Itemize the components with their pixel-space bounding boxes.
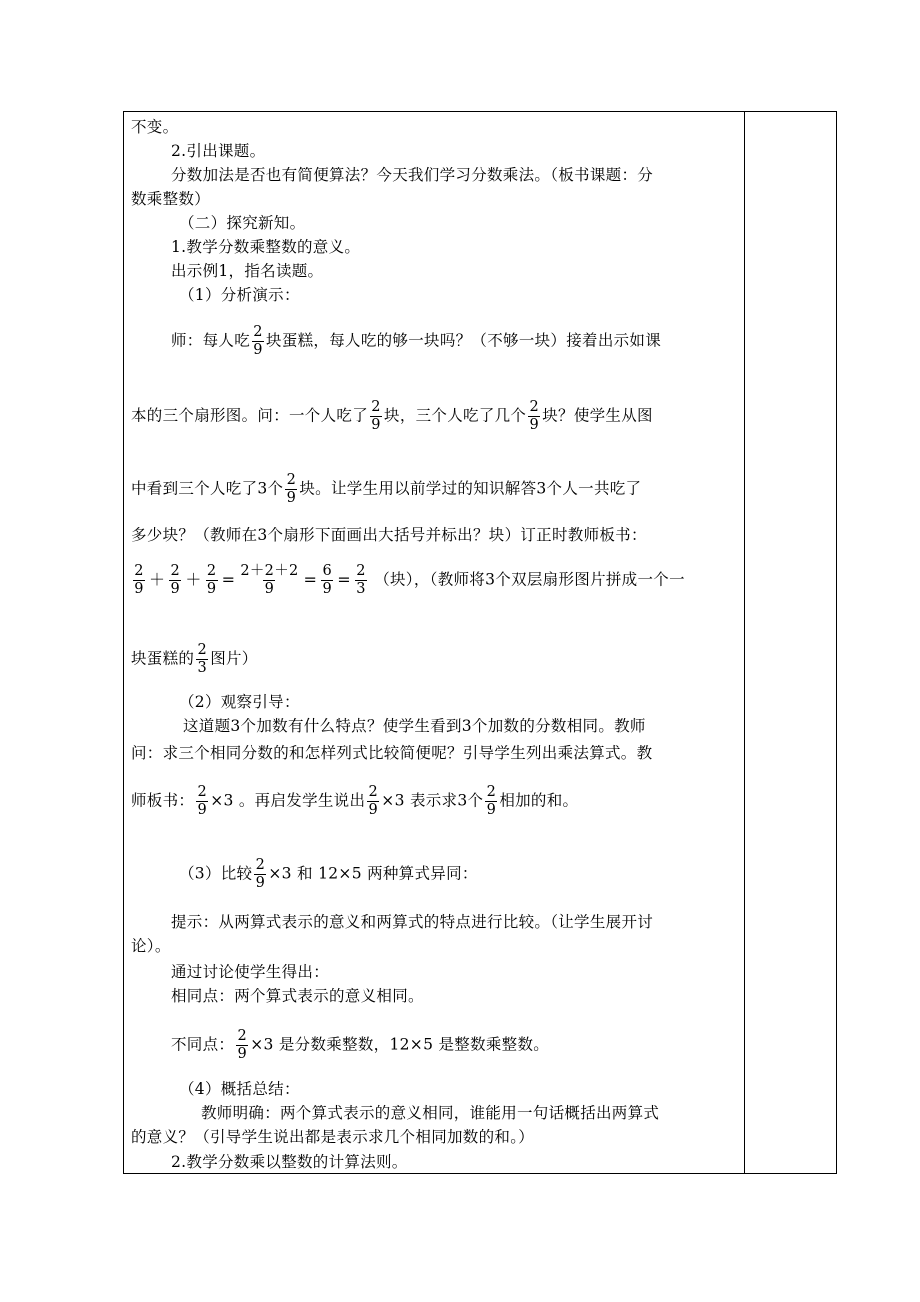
denominator: 9 bbox=[134, 581, 144, 597]
text-line bbox=[131, 399, 653, 434]
denominator: 9 bbox=[253, 342, 263, 358]
lesson-content bbox=[131, 112, 738, 1173]
numerator: 2 bbox=[286, 472, 297, 488]
text-line: 的意义？（引导学生说出都是表示求几个相同加数的和。） bbox=[131, 1128, 535, 1146]
fraction bbox=[254, 857, 266, 892]
denominator: 9 bbox=[206, 581, 217, 597]
numerator: 2 bbox=[170, 563, 181, 579]
text-run: 块。让学生用以前学过的知识解答3个人一共吃了 bbox=[299, 479, 642, 498]
text-line: （2）观察引导： bbox=[179, 693, 300, 711]
fraction bbox=[285, 472, 297, 507]
numerator: 2 bbox=[197, 642, 207, 658]
text-line: （1）分析演示： bbox=[179, 286, 300, 304]
denominator: 9 bbox=[170, 581, 181, 597]
text-line: 1.教学分数乘整数的意义。 bbox=[171, 238, 361, 256]
fraction bbox=[367, 784, 379, 819]
text-run: 图片） bbox=[210, 649, 258, 668]
text-run: 师板书： bbox=[131, 791, 195, 810]
text-line: 数乘整数） bbox=[131, 190, 211, 208]
text-line: 多少块？（教师在3个扇形下面画出大括号并标出？块）订正时教师板书： bbox=[131, 526, 647, 544]
denominator: 9 bbox=[237, 1046, 247, 1062]
fraction bbox=[485, 784, 497, 819]
fraction bbox=[355, 563, 367, 598]
denominator: 9 bbox=[286, 490, 297, 506]
denominator: 3 bbox=[197, 660, 207, 676]
denominator: 9 bbox=[371, 417, 381, 433]
text-line bbox=[171, 1028, 549, 1063]
denominator: 9 bbox=[486, 802, 497, 818]
text-line: （4）概括总结： bbox=[179, 1080, 300, 1098]
text-line bbox=[131, 642, 258, 677]
text-line: 通过讨论使学生得出： bbox=[171, 963, 330, 981]
fraction bbox=[239, 563, 299, 598]
text-run: 师：每人吃 bbox=[171, 331, 251, 350]
text-line: 2.引出课题。 bbox=[171, 142, 266, 160]
text-run: ×3 是分数乘整数，12×5 是整数乘整数。 bbox=[250, 1035, 550, 1054]
text-line: 教师明确：两个算式表示的意义相同，谁能用一句话概括出两算式 bbox=[201, 1104, 660, 1122]
plus-sign: ＋ bbox=[185, 569, 202, 589]
equation-line bbox=[131, 563, 685, 598]
fraction bbox=[206, 563, 218, 598]
fraction bbox=[196, 642, 208, 677]
text-run: ×3 表示求3个 bbox=[381, 791, 484, 810]
text-run: （3）比较 bbox=[179, 864, 253, 883]
text-run: ×3 。再启发学生说出 bbox=[210, 791, 366, 810]
numerator: 2 bbox=[206, 563, 217, 579]
numerator: 2 bbox=[529, 399, 539, 415]
text-line: 提示：从两算式表示的意义和两算式的特点进行比较。（让学生展开讨 bbox=[171, 913, 654, 931]
lesson-table bbox=[123, 111, 837, 1174]
text-run: （块），（教师将3个双层扇形图片拼成一个一 bbox=[374, 570, 685, 589]
text-line: 出示例1，指名读题。 bbox=[171, 262, 324, 280]
fraction bbox=[196, 784, 208, 819]
text-run: 不同点： bbox=[171, 1035, 235, 1054]
denominator: 3 bbox=[356, 581, 366, 597]
text-line: 分数加法是否也有简便算法？今天我们学习分数乘法。（板书课题：分 bbox=[171, 166, 654, 184]
text-run: 相加的和。 bbox=[499, 791, 579, 810]
text-line: 不变。 bbox=[131, 118, 179, 136]
fraction bbox=[252, 324, 264, 359]
numerator: 2 bbox=[486, 784, 497, 800]
text-run: 块？使学生从图 bbox=[542, 406, 653, 425]
fraction bbox=[133, 563, 145, 598]
text-run: 中看到三个人吃了3个 bbox=[131, 479, 284, 498]
equals-sign: = bbox=[221, 569, 236, 589]
text-run: 块蛋糕，每人吃的够一块吗？（不够一块）接着出示如课 bbox=[266, 331, 662, 350]
column-divider bbox=[744, 112, 745, 1173]
text-line: 问：求三个相同分数的和怎样列式比较简便呢？引导学生列出乘法算式。教 bbox=[131, 744, 653, 762]
numerator: 2＋2＋2 bbox=[240, 563, 299, 579]
numerator: 2 bbox=[253, 324, 263, 340]
denominator: 9 bbox=[368, 802, 379, 818]
fraction bbox=[370, 399, 382, 434]
numerator: 2 bbox=[368, 784, 379, 800]
fraction bbox=[169, 563, 181, 598]
text-line: 这道题3个加数有什么特点？使学生看到3个加数的分数相同。教师 bbox=[183, 717, 646, 735]
text-line: 相同点：两个算式表示的意义相同。 bbox=[171, 987, 424, 1005]
text-line: 论）。 bbox=[131, 937, 171, 955]
numerator: 2 bbox=[356, 563, 366, 579]
numerator: 2 bbox=[134, 563, 144, 579]
fraction bbox=[528, 399, 540, 434]
denominator: 9 bbox=[529, 417, 539, 433]
numerator: 2 bbox=[237, 1028, 247, 1044]
text-line bbox=[131, 472, 641, 507]
fraction bbox=[236, 1028, 248, 1063]
numerator: 2 bbox=[197, 784, 207, 800]
denominator: 9 bbox=[322, 581, 333, 597]
text-line: 2.教学分数乘以整数的计算法则。 bbox=[171, 1153, 408, 1171]
text-line: （二）探究新知。 bbox=[179, 214, 306, 232]
numerator: 2 bbox=[255, 857, 266, 873]
text-line bbox=[179, 857, 478, 892]
text-run: ×3 和 12×5 两种算式异同： bbox=[268, 864, 478, 883]
text-run: 本的三个扇形图。问：一个人吃了 bbox=[131, 406, 369, 425]
denominator: 9 bbox=[197, 802, 207, 818]
denominator: 9 bbox=[264, 581, 275, 597]
numerator: 6 bbox=[322, 563, 333, 579]
text-run: 块，三个人吃了几个 bbox=[384, 406, 527, 425]
equals-sign: = bbox=[303, 569, 318, 589]
text-line bbox=[171, 324, 661, 359]
denominator: 9 bbox=[255, 875, 266, 891]
text-line bbox=[131, 784, 578, 819]
numerator: 2 bbox=[371, 399, 381, 415]
plus-sign: ＋ bbox=[149, 569, 166, 589]
equals-sign: = bbox=[337, 569, 351, 589]
fraction bbox=[321, 563, 333, 598]
text-run: 块蛋糕的 bbox=[131, 649, 195, 668]
